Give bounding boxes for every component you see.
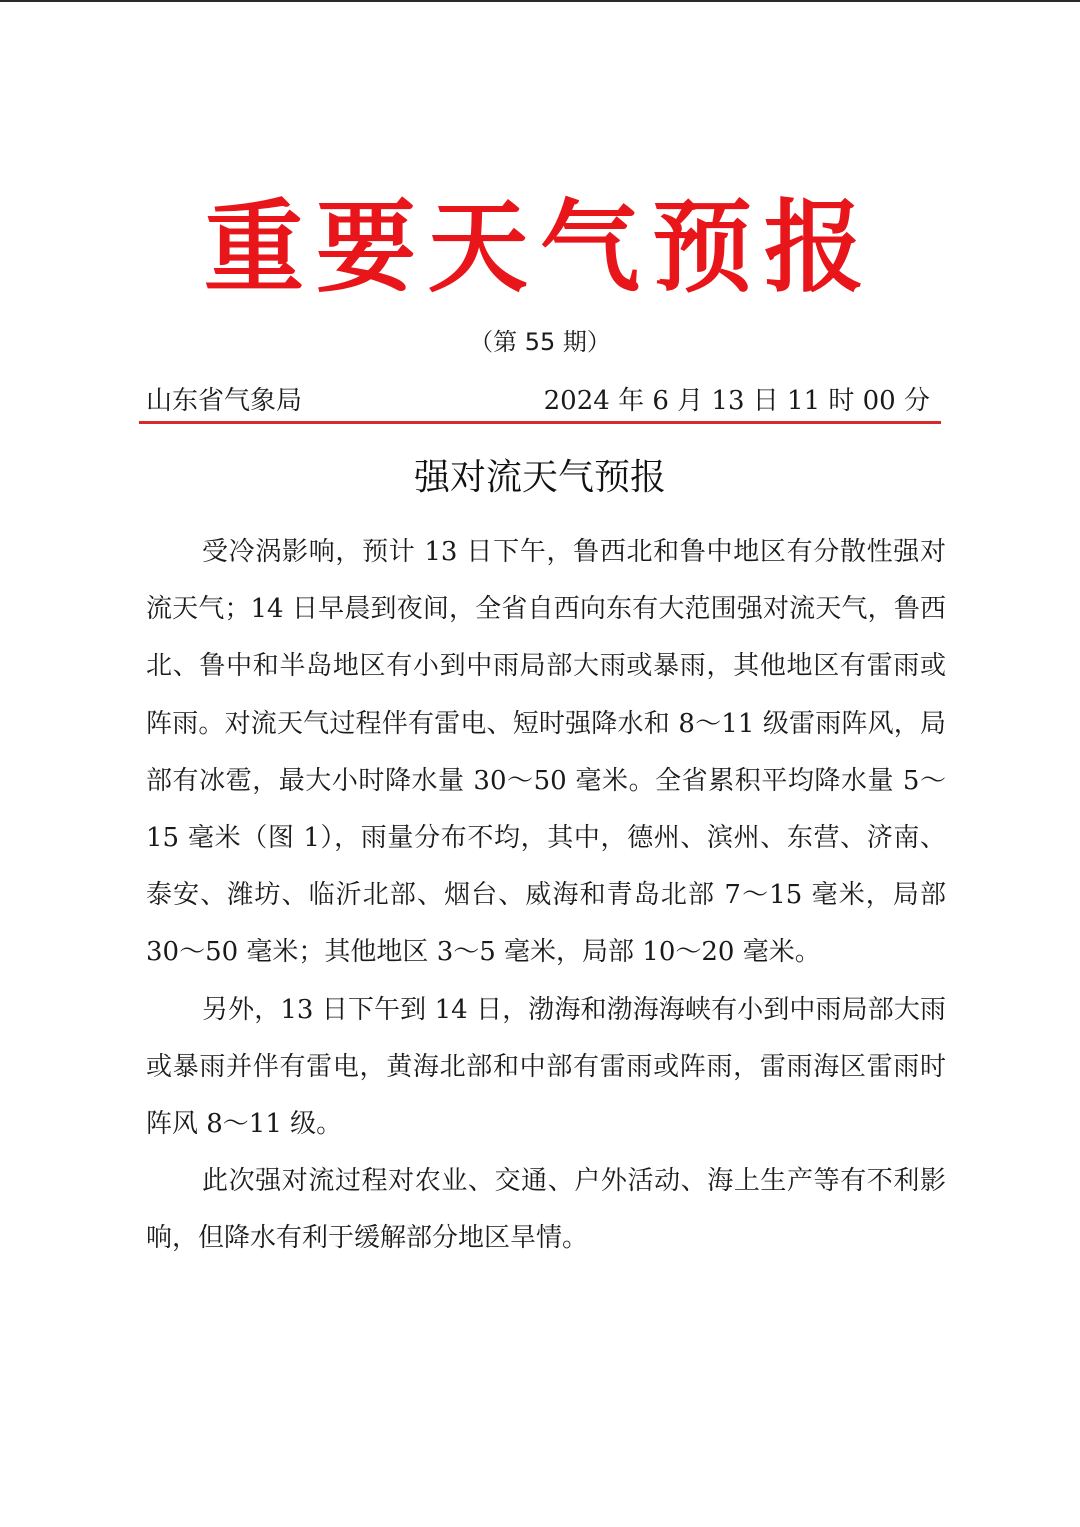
- masthead-title: 重要天气预报: [204, 189, 876, 306]
- paragraph-forecast: 受冷涡影响，预计 13 日下午，鲁西北和鲁中地区有分散性强对流天气；14 日早晨到夜间，全省自西向东有大范围强对流天气，鲁西北、鲁中和半岛地区有小到中雨局部大雨或暴雨，其他地区有雷雨或阵雨。对流天气过程伴有雷电、短时强降水和 8～11 级雷雨阵风，局部有冰雹，最大小时降水量 30～50 毫米。全省累积平均降水量 5～15 毫米（图 1），雨量分布不均，其中，德州、滨州、东营、济南、泰安、潍坊、临沂北部、烟台、威海和青岛北部 7～15 毫米，局部 30～50 毫米；其他地区 3～5 毫米，局部 10～20 毫米。: [146, 537, 946, 968]
- paragraph-marine: 另外，13 日下午到 14 日，渤海和渤海海峡有小到中雨局部大雨或暴雨并伴有雷电，黄海北部和中部有雷雨或阵雨，雷雨海区雷雨时阵风 8～11 级。: [146, 994, 946, 1140]
- red-divider: [139, 421, 941, 424]
- issuer-name: 山东省气象局: [146, 385, 303, 416]
- paragraph-impact: 此次强对流过程对农业、交通、户外活动、海上生产等有不利影响，但降水有利于缓解部分地区旱情。: [146, 1166, 946, 1254]
- issue-datetime: 2024 年 6 月 13 日 11 时 00 分: [543, 385, 930, 416]
- issuer-date-row: [146, 378, 930, 418]
- document-title: 强对流天气预报: [413, 457, 666, 498]
- issue-number: （第 55 期）: [469, 328, 611, 356]
- document-body: [146, 524, 946, 1268]
